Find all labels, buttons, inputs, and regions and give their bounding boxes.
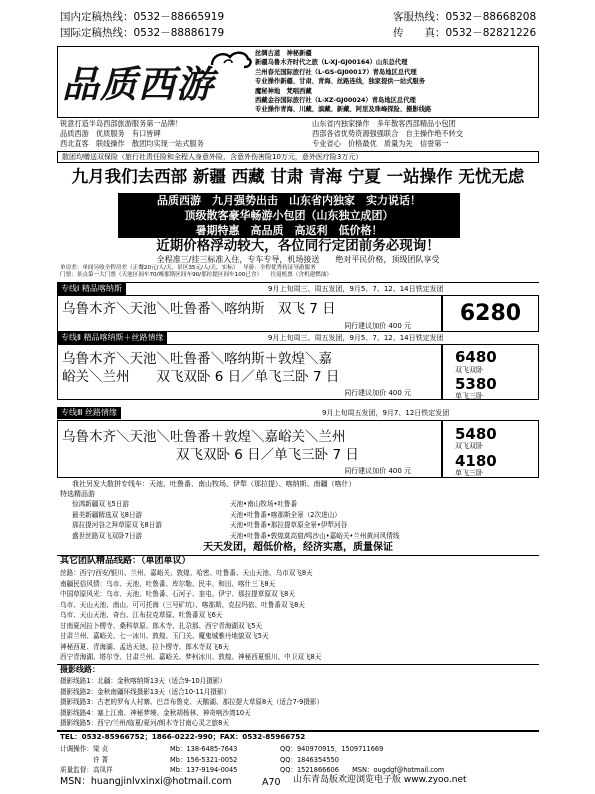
price-notice: 近期价格浮动较大，各位同行定团前务必现询！ <box>156 238 440 254</box>
license-line: 专业操作青海、川藏、滇藏、新藏、阿里及珠峰探险、摄影线路 <box>255 106 432 114</box>
intro-left-line: 西北直客 联线操作 散团均实现一站式服务 <box>60 139 204 148</box>
photo-routes <box>60 676 538 729</box>
publisher-text: 山东青岛版欢迎浏览电子版 www.zyoo.net <box>293 775 467 785</box>
other-route: 甘肃兰州、嘉峪关、七一冰川、敦煌、玉门关、魔鬼城雅丹地貌双飞5天 <box>60 632 269 640</box>
line1-route-box <box>57 295 442 332</box>
line3-price-a-tag: 双飞双卧 <box>455 442 483 450</box>
extras-row-title: 惊鸿新疆双飞5日游 <box>72 500 129 508</box>
service-hotline: 客服热线：0532－88668208 <box>393 11 537 23</box>
line2-price-box <box>442 344 539 400</box>
extras-row-title: 最美新疆精选双飞8日游 <box>72 510 143 519</box>
other-routes <box>60 568 538 663</box>
contact-role: 计调操作：梁 贞 <box>60 745 109 753</box>
license-line: 西藏金谷国际旅行社（L-XZ-GJ00024）青岛地区总代理 <box>255 97 416 105</box>
contact-role: 许 菁 <box>60 755 109 764</box>
line3-route-box <box>57 420 442 478</box>
other-route: 甘南夏河拉卜楞寺、桑科草原、郎木寺、扎尕那、西宁青海湖双飞5天 <box>60 621 263 630</box>
page-number: A70 <box>262 777 281 788</box>
line2-price-b: 5380 <box>455 375 497 393</box>
contact-mobile: Mb：137-9194-0045 <box>170 766 238 774</box>
fee-note: 单房差：单间另收全程房差（正餐20元/人/天，景区35元/人/天，实标） 导游：全程优秀持证导游服务 <box>60 265 316 271</box>
line3-route-cont: 双飞双卧 6 日／单飞三卧 7 日 <box>176 447 359 463</box>
intro-right <box>312 119 538 149</box>
promo-block <box>118 193 460 238</box>
extras-row-title: 盛世丝路双飞双卧7日游 <box>72 531 143 540</box>
line3-route: 乌鲁木齐＼天池＼吐鲁番＋敦煌＼嘉峪关＼兰州 <box>62 429 346 445</box>
extras-row-desc: 天池•吐鲁番•敦煌莫高窟/鸣沙山•嘉峪关•兰州黄河风情线 <box>230 531 400 540</box>
line3-schedule: 9月上旬周五发团，9月7、12日铁定发团 <box>322 409 450 417</box>
publisher-line <box>293 775 467 786</box>
line2-schedule: 9月上旬周三、周五发团，9月5、7、12、14日铁定发团 <box>268 334 444 342</box>
other-title: 其它团队精品线路：（单团单议） <box>60 556 191 566</box>
contact-qq: QQ：1521866606 MSN：ougdgf@hotmail.com <box>280 766 445 774</box>
line3-note: 同行建议加价 400 元 <box>344 467 411 475</box>
extras-row <box>72 499 532 510</box>
photo-route: 摄影线路3：古老的罗布人村寨、巴音布鲁克、天鹅湖、那拉提大草原8天（适合7-9摄影） <box>60 698 324 706</box>
international-hotline: 国际定稿热线：0532－88886179 <box>60 27 225 39</box>
photo-route: 摄影线路5：西宁/兰州/临夏/夏河/朗木寺甘南心灵之旅8天 <box>60 719 229 727</box>
license-line: 新疆乌鲁木齐时代之旅（L-XJ-GJ00164）山东总代理 <box>255 59 408 67</box>
line2-route: 乌鲁木齐＼天池＼吐鲁番＼喀纳斯＋敦煌＼嘉 <box>62 351 332 367</box>
license-line: 魔秘神地 梵唱西藏 <box>255 87 312 95</box>
extras-row-desc: 天池•吐鲁番•喀那斯全景（2次进山） <box>230 510 341 519</box>
intro-right-line: 山东省内独家操作 多年散客西部精品小包团 <box>312 119 456 128</box>
contact-row <box>60 755 538 766</box>
intro-left-line: 品质西游 优质服务 有口皆碑 <box>60 129 161 138</box>
contact-table <box>60 744 538 776</box>
line2-note: 同行建议加价 400 元 <box>344 389 411 397</box>
license-list <box>255 49 539 115</box>
license-line: 兰州春光国际旅行社（L-GS-GJ00017）青岛地区总代理 <box>255 68 417 76</box>
line1-note: 同行建议加价 400 元 <box>344 322 411 330</box>
contact-qq: QQ：1846354550 <box>280 755 339 764</box>
line3-label: 专线Ⅲ 丝路情缘 <box>57 407 121 419</box>
other-route: 乌市、天山天池、奇台、江布拉克草原、吐鲁番双飞6天 <box>60 611 223 619</box>
extras-row-title: 那拉提河谷之拜草原双飞8日游 <box>72 521 162 529</box>
insurance-notice: 散团均赠送双保险（旅行社责任险和全程人身意外险，含意外伤害险10万元，意外医疗险3万元） <box>57 151 539 163</box>
brand-header <box>57 46 539 118</box>
extras-row <box>72 520 532 531</box>
contact-qq: QQ：940970915，1509711669 <box>280 745 384 753</box>
license-line: 丝绸古道 神秘新疆 <box>255 50 312 57</box>
extras-row-desc: 天池•南山牧场•吐鲁番 <box>230 500 298 508</box>
photo-route: 摄影线路1：北疆：金秋喀纳斯13天（适合9-10月摄影） <box>60 677 227 685</box>
line1-route: 乌鲁木齐＼天池＼吐鲁番＼喀纳斯 双飞 7 日 <box>62 301 336 317</box>
line2-route-cont: 峪关＼兰州 双飞双卧 6 日／单飞三卧 7 日 <box>62 369 340 385</box>
line1-price: 6280 <box>459 301 522 326</box>
contact-tel: TEL：0532-85966752；1866-0222-990；FAX：0532-85966752 <box>60 732 306 741</box>
other-route: 乌市、天山天池、南山、可可托海（三号矿坑）、喀那斯、克拉玛依、吐鲁番双飞8天 <box>60 600 305 609</box>
intro-right-line: 专业省心 价格最优 质量为先 信誉第一 <box>312 139 449 148</box>
line2-price-b-tag: 单飞三卧 <box>455 392 483 400</box>
headline: 九月我们去西部 新疆 西藏 甘肃 青海 宁夏 一站操作 无忧无虑 <box>71 167 525 186</box>
divider <box>57 664 539 665</box>
ticket-note: 门票：景点第一大门票（天池区间车70/喀那斯区间车90/那拉提区间车100已含） 往返机票（含机建燃油） <box>60 272 333 278</box>
line2-route-box <box>57 344 442 400</box>
extras-intro: 我社另发大散拼专线车：天池、吐鲁番、南山牧场、伊犁（那拉提）、喀纳斯、南疆（喀什） <box>72 480 356 488</box>
fax-number: 传 真：0532－82821226 <box>393 27 537 39</box>
contact-mobile: Mb：156-5321-0052 <box>170 755 238 764</box>
line2-price-a-tag: 双飞双卧 <box>455 366 483 374</box>
promo-line: 顶级散客豪华畅游小包团（山东独立成团） <box>184 209 394 222</box>
intro-left <box>60 119 288 149</box>
line3-price-box <box>442 420 539 478</box>
extras-row <box>72 531 532 542</box>
cloud-swirl-icon <box>208 47 254 71</box>
other-route: 南疆民俗风情：乌市、天池、吐鲁番、库尔勒、民丰、和田、喀什三飞8天 <box>60 579 276 588</box>
contact-mobile: Mb：138-6485-7643 <box>170 745 238 753</box>
divider <box>57 282 539 283</box>
domestic-hotline: 国内定稿热线：0532－88665919 <box>60 11 225 23</box>
promo-line: 暑期特惠 高品质 高返利 低价格！ <box>195 224 383 237</box>
contact-row <box>60 744 538 755</box>
intro-left-line: 锐意打造半岛西部旅游服务第一品牌！ <box>60 119 183 128</box>
license-line: 专业操作新疆、甘肃、青海、丝路连线，独家提供一站式服务 <box>255 78 426 86</box>
extras-slogan: 天天发团，超低价格，经济实惠，质量保证 <box>203 542 393 553</box>
line1-schedule: 9月上旬周三、周五发团，9月5、7、12、14日铁定发团 <box>268 285 444 293</box>
other-route: 神秘西夏、青海湖、孟达天池、拉卜楞寺、郎木寺双飞6天 <box>60 642 230 651</box>
line1-label: 专线Ⅰ 精品喀纳斯 <box>57 283 126 295</box>
extras-row-desc: 天池•吐鲁番•那拉提草原全景•伊犁河谷 <box>230 521 348 529</box>
line1-price-box <box>442 295 539 332</box>
line3-price-b-tag: 单飞三卧 <box>455 469 483 477</box>
other-route: 中国草原风光：乌市、天池、吐鲁番、石河子、奎屯、伊宁、那拉提草原双飞8天 <box>60 590 295 598</box>
logo-text: 品质西游 <box>62 61 214 106</box>
photo-route: 摄影线路4：塞上江南、神秘梦境、金秋胡杨林、神奇响沙湾10天 <box>60 708 251 717</box>
other-route: 丝路：西宁/西安/银川、兰州、嘉峪关、敦煌、哈密、吐鲁番、天山天池、乌市双飞8天 <box>60 569 313 577</box>
line3-price-a: 5480 <box>455 425 497 443</box>
photo-route: 摄影线路2：金秋南疆环线摄影13天（适合10-11月摄影） <box>60 687 231 696</box>
promo-line: 品质西游 九月强势出击 山东省内独家 实力说话！ <box>157 194 421 207</box>
line2-price-a: 6480 <box>455 348 497 366</box>
other-route: 西宁青海湖、塔尔寺、甘肃兰州、嘉峪关、梦柯冰川、敦煌、神秘西夏银川、中卫双飞8天 <box>60 653 322 661</box>
contact-row <box>60 765 538 776</box>
line2-label: 专线Ⅱ 精品喀纳斯＋丝路情缘 <box>57 332 167 344</box>
footer-msn: MSN：huangjinlvxinxi@hotmail.com <box>60 776 232 787</box>
photo-title: 摄影线路： <box>60 665 100 674</box>
line3-price-b: 4180 <box>455 452 497 470</box>
intro-right-line: 西部各省优势资源强强联合 自主操作绝不转交 <box>312 129 463 138</box>
extras-row <box>72 510 532 521</box>
contact-role: 质量监督：高凤祥 <box>60 766 113 774</box>
standard-note: 全程准三/挂三标准入住，专车专导，机场接送 绝对平民价格，顶级团队享受 <box>156 255 440 264</box>
extras-title: 特选精品游 <box>60 490 95 498</box>
extras-table <box>72 499 532 541</box>
